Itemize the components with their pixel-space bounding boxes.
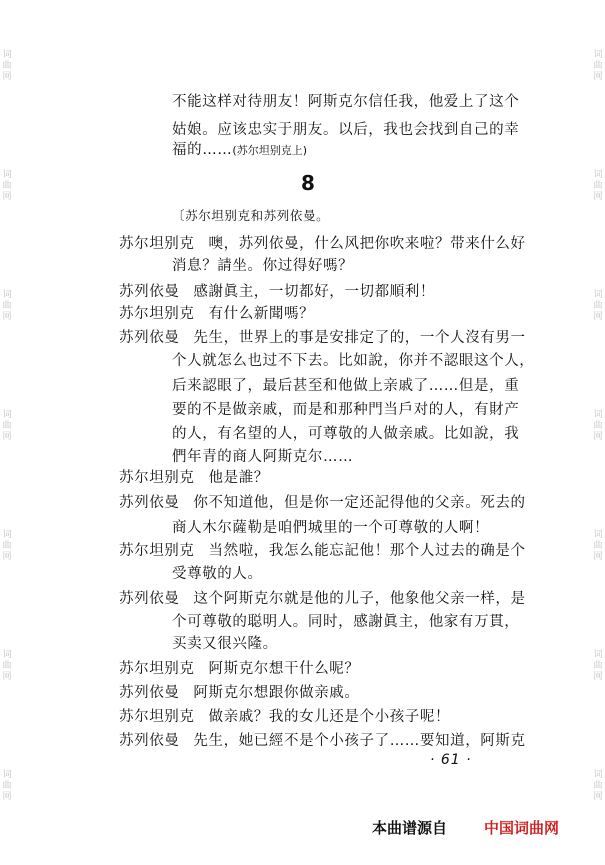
- dialogue-line: [119, 589, 526, 609]
- dialogue-line: [119, 493, 526, 513]
- dialogue-line: 个人就怎么也过不下去。比如說，你并不認眼这个人，: [172, 353, 535, 369]
- speech-text: 噢，苏列依曼，什么风把你吹来啦？带来什么好: [208, 236, 526, 252]
- chapter-number: 8: [301, 171, 315, 195]
- dialogue-line: [119, 707, 450, 727]
- stage-note: (苏尔坦别克上): [232, 144, 307, 157]
- page-number: · 61 ·: [430, 752, 472, 768]
- speech-text: 阿斯克尔想干什么呢？: [208, 661, 360, 677]
- dialogue-line: [119, 683, 360, 703]
- speaker-name: 苏尔坦别克: [119, 306, 195, 322]
- speech-text: 有什么新聞嗎？: [208, 306, 315, 322]
- speech-text: 当然啦，我怎么能忘記他！那个人过去的确是个: [208, 543, 526, 559]
- speech-text: 做亲戚？我的女儿还是个小孩子呢！: [208, 709, 451, 725]
- speaker-name: 苏列依曼: [119, 733, 180, 749]
- left-margin-watermark: 词 曲 网 词 曲 网 词 曲 网 词 曲 网 词 曲 网 词 曲 网 词 曲 网: [2, 50, 12, 802]
- stage-direction: 〔苏尔坦别克和苏列依曼。: [172, 208, 330, 223]
- intro-line-2: 姑娘。应该忠实于朋友。以后，我也会找到自己的幸: [172, 122, 520, 138]
- dialogue-line: 的人，有名望的人，可尊敬的人做亲戚。比如說，我: [172, 426, 520, 442]
- speech-text: 先生，她已經不是个小孩子了……要知道，阿斯克: [193, 733, 526, 749]
- speaker-name: 苏尔坦别克: [119, 470, 195, 486]
- speech-text: 你不知道他，但是你一定还記得他的父亲。死去的: [193, 495, 526, 511]
- speaker-name: 苏列依曼: [119, 685, 180, 701]
- speaker-name: 苏尔坦别克: [119, 236, 195, 252]
- speech-text: 先生，世界上的事是安排定了的，一个人沒有男一: [193, 330, 526, 346]
- dialogue-line: 受尊敬的人。: [172, 566, 263, 582]
- intro-line-1: 不能这样对待朋友！阿斯克尔信任我，他爱上了这个: [172, 94, 520, 110]
- dialogue-line: [119, 659, 360, 679]
- speaker-name: 苏列依曼: [119, 591, 180, 607]
- dialogue-line: 后来認眼了，最后甚至和他做上亲戚了……但是，重: [172, 378, 520, 394]
- speech-text: 感謝眞主，一切都好，一切都順利！: [193, 284, 436, 300]
- dialogue-line: 們年青的商人阿斯克尔……: [172, 449, 354, 465]
- source-label: 本曲谱源自: [372, 819, 448, 837]
- speech-text: 这个阿斯克尔就是他的儿子，他象他父亲一样，是: [193, 591, 526, 607]
- intro-last-text: 福的……: [172, 142, 233, 158]
- dialogue-line: 商人木尔薩勒是咱們城里的一个可尊敬的人啊！: [172, 520, 490, 536]
- dialogue-line: 个可尊敬的聪明人。同时，感謝眞主，他家有万貫，: [172, 614, 520, 630]
- dialogue-line: [119, 304, 314, 324]
- dialogue-line: 要的不是做亲戚，而是和那种門当戶对的人，有財产: [172, 402, 520, 418]
- dialogue-line: [119, 731, 526, 751]
- speaker-name: 苏尔坦别克: [119, 709, 195, 725]
- speech-text: 他是誰？: [208, 470, 269, 486]
- speaker-name: 苏列依曼: [119, 330, 180, 346]
- brand-link[interactable]: 中国词曲网: [484, 819, 560, 837]
- dialogue-line: [119, 234, 526, 254]
- speaker-name: 苏尔坦别克: [119, 543, 195, 559]
- dialogue-line: [119, 328, 526, 348]
- dialogue-line: 消息？請坐。你过得好嗎？: [172, 258, 354, 274]
- right-margin-watermark: 词 曲 网 词 曲 网 词 曲 网 词 曲 网 词 曲 网 词 曲 网 词 曲 网: [593, 50, 603, 802]
- speaker-name: 苏列依曼: [119, 284, 180, 300]
- dialogue-line: [119, 282, 435, 302]
- intro-line-3: [172, 140, 307, 161]
- speaker-name: 苏列依曼: [119, 495, 180, 511]
- speech-text: 阿斯克尔想跟你做亲戚。: [193, 685, 360, 701]
- dialogue-line: [119, 541, 526, 561]
- dialogue-line: 买卖又很兴隆。: [172, 636, 278, 652]
- speaker-name: 苏尔坦别克: [119, 661, 195, 677]
- dialogue-line: [119, 468, 269, 488]
